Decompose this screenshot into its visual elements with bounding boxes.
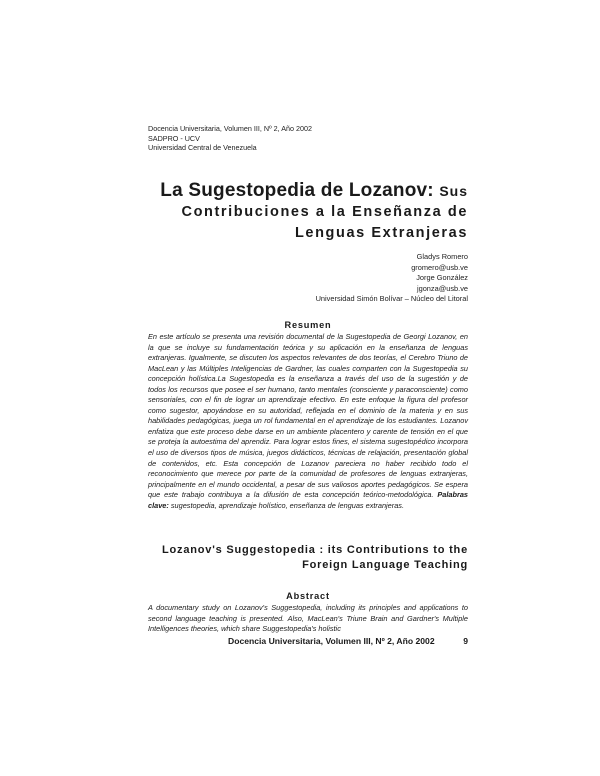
keywords-label: Palabras clave:: [148, 490, 468, 510]
title-main: La Sugestopedia de Lozanov:: [160, 180, 434, 201]
page-footer: [228, 636, 468, 646]
abstract-text: A documentary study on Lozanov's Suggestopedia, including its principles and applications to second language teaching is presented. Also, MacLean's Triune Brain and Gardner's Multiple Intelligences theories, which share Suggestopedia's holistic: [148, 603, 468, 634]
author-affiliation: Universidad Simón Bolívar – Núcleo del Litoral: [315, 294, 468, 304]
title-line-3: Lenguas Extranjeras: [294, 225, 468, 241]
abstract-heading: Abstract: [286, 591, 330, 601]
resumen-text: En este artículo se presenta una revisión documental de la Sugestopedia de Georgi Lozanov, en la que se incluye su fundamentación teórica y su aplicación en la enseñanza de lenguas extranjeras. Igualmente, se discuten los aspectos relevantes de dos teorías, el Cerebro Triuno de MacLean y las Múltiples Inteligencias de Gardner, las cuales comparten con la Sugestopedia su concepción holística.La Sugestopedia es la enseñanza a través del uso de la sugestión y de todos los recursos que posee el ser humano, tanto mentales (consciente y paraconsciente) como sensoriales, con el fin de lograr un aprendizaje efectivo. En este enfoque la figura del profesor como sugestor, apoyándose en su autoridad, reflejada en el dominio de la materia y en sus habilidades pedagógicas, juega un rol fundamental en el aprendizaje de los estudiantes. Lozanov enfatiza que este proceso debe darse en un ambiente placentero y carente de tensión en el que se proteja la autoestima del aprendiz. Para lograr estos fines, el sistema sugestopédico incorpora el uso de diversos tipos de música, juegos didácticos, técnicas de relajación, presentación global de contenidos, etc. Esta concepción de Lozanov pareciera no haber recibido todo el reconocimiento que merece por parte de la comunidad de profesores de lenguas extranjeras, principalmente en el mundo occidental, a pesar de sus valiosos aportes pedagógicos. Se espera que este trabajo contribuya a la difusión de esta concepción teórico-metodológica.: [148, 332, 468, 500]
journal-publisher: SADPRO - UCV: [148, 133, 200, 143]
author-1-email: gromero@usb.ve: [411, 262, 468, 272]
english-title-line-2: Foreign Language Teaching: [302, 558, 468, 571]
journal-citation: Docencia Universitaria, Volumen III, Nº 2, Año 2002: [148, 124, 313, 133]
english-title: [148, 543, 468, 572]
article-title: [148, 180, 468, 244]
author-2-name: Jorge González: [416, 273, 468, 283]
title-line-2: Contribuciones a la Enseñanza de: [181, 204, 468, 220]
journal-university: Universidad Central de Venezuela: [148, 143, 257, 153]
author-1-name: Gladys Romero: [416, 252, 468, 261]
resumen-heading: Resumen: [284, 320, 332, 330]
footer-journal: Docencia Universitaria, Volumen III, Nº 2, Año 2002: [228, 636, 435, 646]
authors-block: [250, 252, 468, 305]
journal-info: [148, 124, 312, 153]
abstract-body: [148, 603, 468, 635]
page-number: 9: [463, 636, 468, 646]
title-line-1: [148, 180, 468, 202]
english-title-line-1: Lozanov's Suggestopedia : its Contributions to the: [161, 544, 468, 556]
keywords-text: sugestopedia, aprendizaje holístico, enseñanza de lenguas extranjeras.: [170, 500, 404, 510]
resumen-body: [148, 332, 468, 511]
title-tail: Sus: [439, 183, 468, 199]
author-2-email: jgonza@usb.ve: [416, 283, 468, 293]
